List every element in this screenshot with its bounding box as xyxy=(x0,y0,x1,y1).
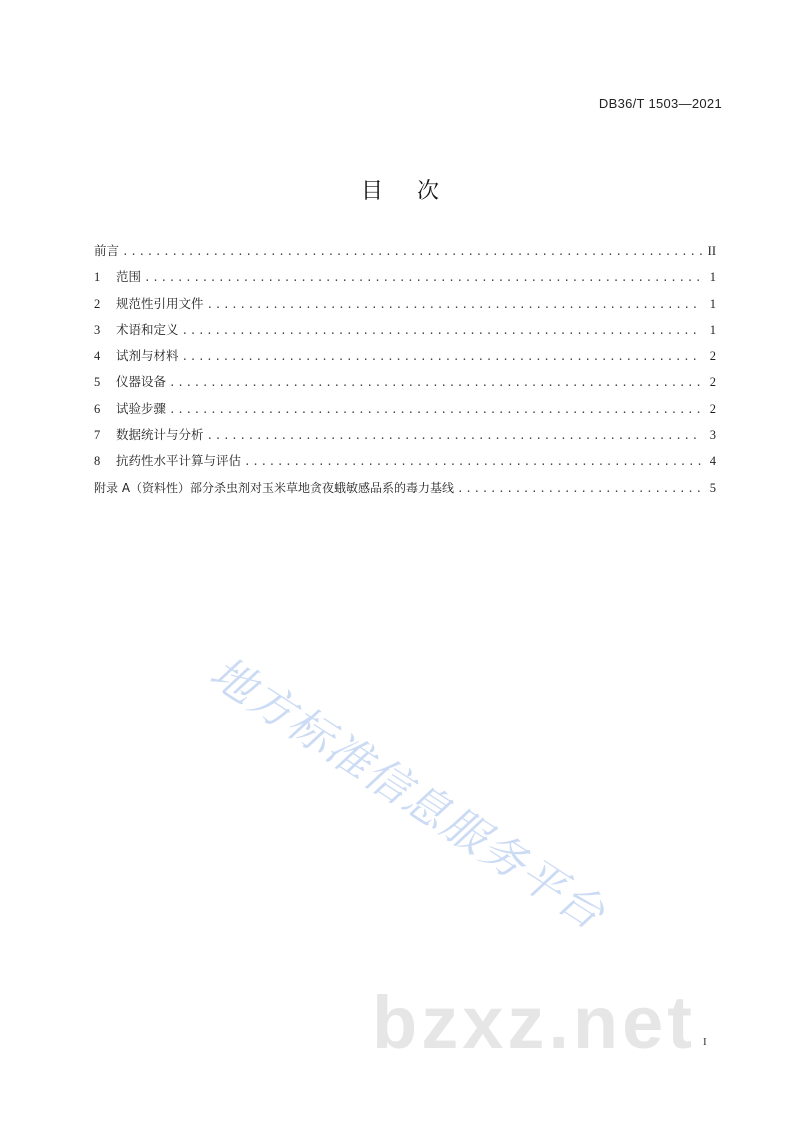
toc-leader-dots xyxy=(457,476,702,502)
toc-leader-dots xyxy=(182,318,702,344)
toc-entry-page: 5 xyxy=(709,480,716,495)
toc-entry-label: 试验步骤 xyxy=(116,400,167,416)
toc-leader-dots xyxy=(122,239,702,265)
toc-entry-normative-references[interactable] xyxy=(94,291,716,317)
toc-leader-dots xyxy=(244,449,702,475)
toc-entry-resistance-evaluation[interactable] xyxy=(94,448,716,474)
toc-entry-data-analysis[interactable] xyxy=(94,422,716,448)
toc-entry-number: 2 xyxy=(94,296,101,311)
toc-leader-dots xyxy=(182,344,702,370)
toc-entry-test-procedure[interactable] xyxy=(94,396,716,422)
toc-entry-label: 前言 xyxy=(94,243,120,258)
site-watermark: bzxz.net xyxy=(372,981,696,1064)
toc-entry-page: 3 xyxy=(709,428,716,443)
toc-entry-number: 8 xyxy=(94,454,101,469)
toc-leader-dots xyxy=(144,265,702,291)
toc-entry-label: 规范性引用文件 xyxy=(116,295,204,311)
page-number: I xyxy=(703,1036,707,1048)
toc-title: 目次 xyxy=(360,179,473,204)
toc-entry-page: 2 xyxy=(709,401,716,416)
platform-watermark: 地方标准信息服务平台 xyxy=(200,647,615,941)
toc-entry-number: 1 xyxy=(94,270,101,285)
toc-entry-number: 4 xyxy=(94,349,101,364)
toc-entry-label: 范围 xyxy=(116,269,142,285)
toc-entry-page: 1 xyxy=(709,270,716,285)
toc-entry-label: 试剂与材料 xyxy=(116,348,179,364)
toc-entry-label: 抗药性水平计算与评估 xyxy=(116,453,242,469)
toc-entry-label: 仪器设备 xyxy=(116,374,167,390)
toc-entry-page: 1 xyxy=(709,322,716,337)
toc-entry-page: II xyxy=(707,244,716,258)
toc-entry-scope[interactable] xyxy=(94,264,716,290)
toc-entry-foreword[interactable] xyxy=(94,238,716,264)
toc-entry-page: 1 xyxy=(709,296,716,311)
toc-leader-dots xyxy=(169,397,702,423)
toc-leader-dots xyxy=(169,370,702,396)
toc-entry-number: 7 xyxy=(94,428,101,443)
toc-entry-number: 3 xyxy=(94,322,101,337)
toc-entry-page: 2 xyxy=(709,349,716,364)
table-of-contents xyxy=(94,238,716,501)
toc-entry-page: 2 xyxy=(709,375,716,390)
toc-entry-terms-definitions[interactable] xyxy=(94,317,716,343)
toc-entry-label: 附录 A（资料性）部分杀虫剂对玉米草地贪夜蛾敏感品系的毒力基线 xyxy=(94,480,455,495)
document-code: DB36/T 1503—2021 xyxy=(598,96,722,111)
toc-entry-number: 6 xyxy=(94,401,101,416)
toc-entry-number: 5 xyxy=(94,375,101,390)
toc-entry-reagents-materials[interactable] xyxy=(94,343,716,369)
toc-entry-instruments[interactable] xyxy=(94,369,716,395)
toc-entry-label: 数据统计与分析 xyxy=(116,427,204,443)
toc-leader-dots xyxy=(207,292,702,318)
toc-entry-label: 术语和定义 xyxy=(116,321,179,337)
toc-entry-page: 4 xyxy=(709,454,716,469)
toc-entry-appendix-a[interactable] xyxy=(94,475,716,501)
toc-leader-dots xyxy=(207,423,702,449)
